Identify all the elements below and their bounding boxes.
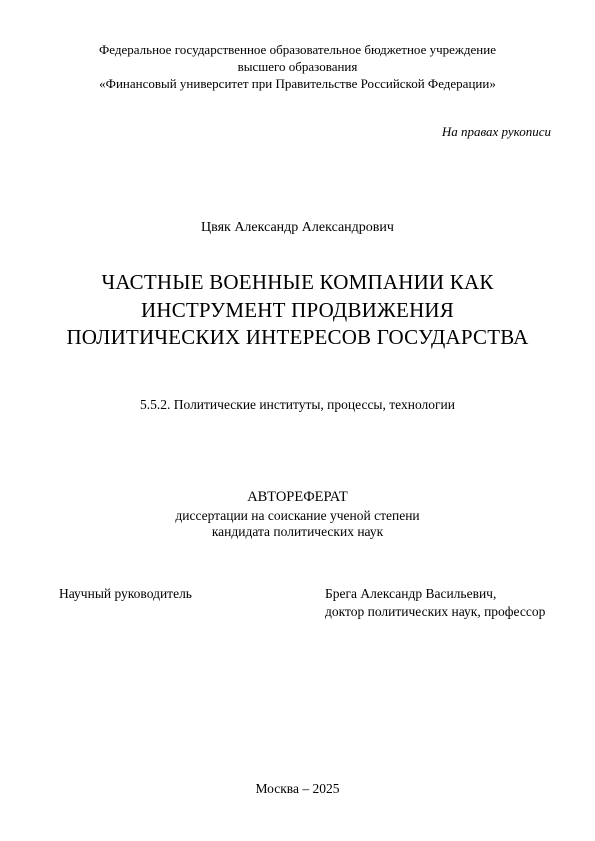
document-type-line-2: кандидата политических наук xyxy=(211,524,384,539)
title-line-2: ИНСТРУМЕНТ ПРОДВИЖЕНИЯ xyxy=(140,298,455,322)
supervisor-degree: доктор политических наук, профессор xyxy=(325,604,546,619)
institution-line-3: «Финансовый университет при Правительстве Российской Федерации» xyxy=(99,76,496,91)
document-type-line-1: диссертации на соискание ученой степени xyxy=(175,508,420,523)
city-year: Москва – 2025 xyxy=(255,781,340,796)
institution-line-2: высшего образования xyxy=(237,59,358,74)
specialty-code: 5.5.2. Политические институты, процессы, технологии xyxy=(140,397,455,412)
author-name: Цвяк Александр Александрович xyxy=(201,220,394,235)
manuscript-note: На правах рукописи xyxy=(441,124,551,139)
title-line-3: ПОЛИТИЧЕСКИХ ИНТЕРЕСОВ ГОСУДАРСТВА xyxy=(66,325,529,349)
title-line-1: ЧАСТНЫЕ ВОЕННЫЕ КОМПАНИИ КАК xyxy=(101,270,494,294)
supervisor-name: Брега Александр Васильевич, xyxy=(325,586,497,601)
document-type-heading: АВТОРЕФЕРАТ xyxy=(247,489,348,505)
institution-line-1: Федеральное государственное образовательное бюджетное учреждение xyxy=(99,42,496,57)
supervisor-label: Научный руководитель xyxy=(59,586,192,601)
